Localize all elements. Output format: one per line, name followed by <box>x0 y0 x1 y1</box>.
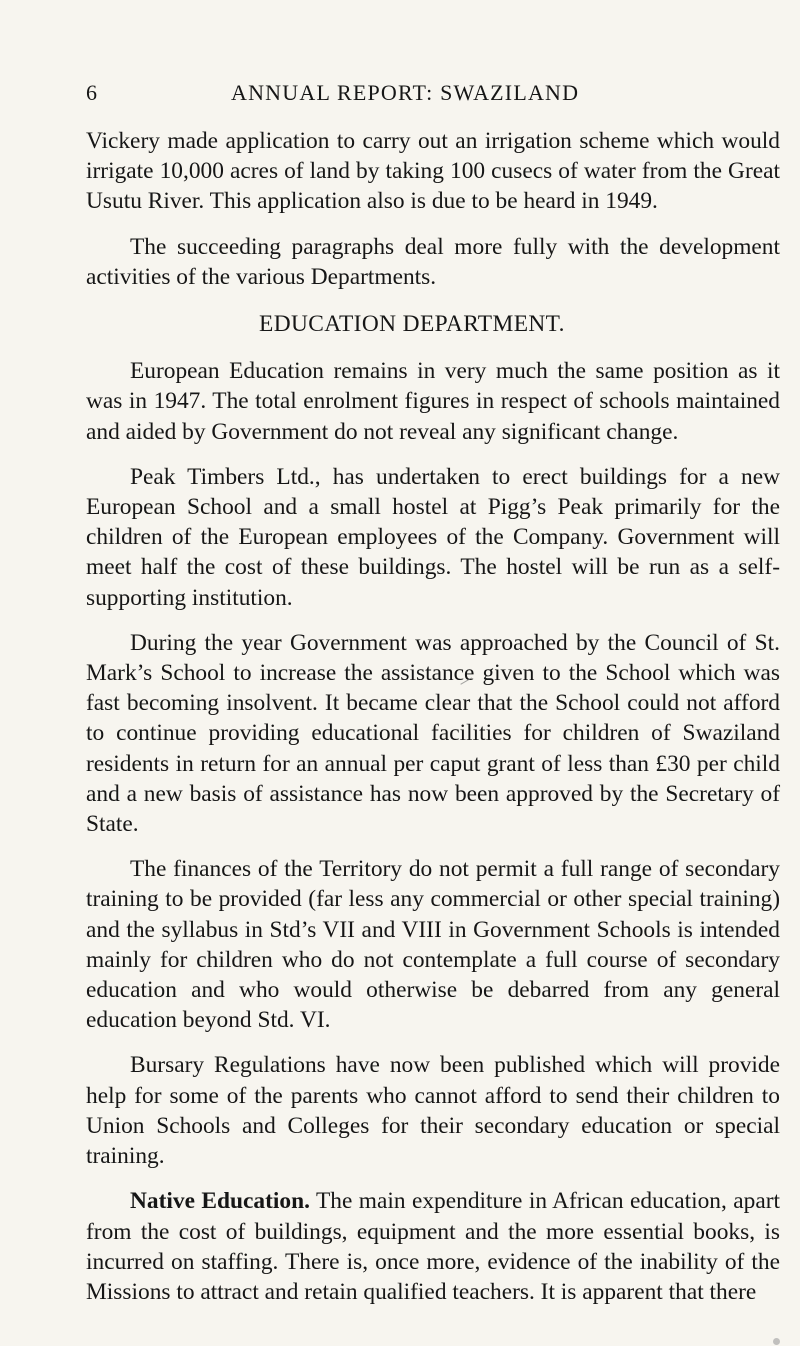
bursary-regulations-paragraph: Bursary Regulations have now been published which will provide help for some of the parents who cannot afford to send their children to Union Schools and Colleges for their secondary education or special training. <box>86 1052 780 1170</box>
territory-finances-paragraph: The finances of the Territory do not permit a full range of secondary training to be provided (far less any commercial or other special training) and the syllabus in Std’s VII and VIII in Government Schools is intended mainly for children who do not contemplate a full course of secondary education and who would otherwise be debarred from any general education beyond Std. VI. <box>86 856 780 1034</box>
native-education-paragraph <box>86 1186 780 1307</box>
native-education-text: The main expenditure in African education, apart from the cost of buildings, equipment and the more essential books, is incurred on staffing. There is, once more, evidence of the inability of the Missions to attract and retain qualified teachers. It is apparent that there <box>86 1188 780 1305</box>
report-body <box>86 126 780 1307</box>
development-intro-paragraph: The succeeding paragraphs deal more fully with the development activities of the various Departments. <box>86 233 780 290</box>
opening-paragraph: Vickery made application to carry out an irrigation scheme which would irrigate 10,000 acres of land by taking 100 cusecs of water from the Great Usutu River. This application also is due to be heard in 1949. <box>86 128 780 215</box>
running-header <box>86 80 766 110</box>
report-title: ANNUAL REPORT: SWAZILAND <box>231 80 580 105</box>
native-education-heading: Native Education. <box>130 1188 310 1215</box>
european-education-paragraph: European Education remains in very much the same position as it was in 1947. The total enrolment figures in respect of schools maintained and aided by Government do not reveal any significant change. <box>86 358 780 445</box>
paper-spot <box>773 1338 780 1345</box>
education-department-heading: EDUCATION DEPARTMENT. <box>259 311 565 338</box>
page-number: 6 <box>86 80 99 105</box>
peak-timbers-paragraph: Peak Timbers Ltd., has undertaken to erect buildings for a new European School and a small hostel at Pigg’s Peak primarily for the children of the European employees of the Company. Government will meet half the cost of these buildings. The hostel will be run as a self-supporting institution. <box>86 463 780 611</box>
st-marks-school-paragraph: During the year Government was approached by the Council of St. Mark’s School to increase the assistance given to the School which was fast becoming insolvent. It became clear that the School could not afford to continue providing educational facilities for children of Swaziland residents in return for an annual per caput grant of less than £30 per child and a new basis of assistance has now been approved by the Secretary of State. <box>86 629 780 838</box>
